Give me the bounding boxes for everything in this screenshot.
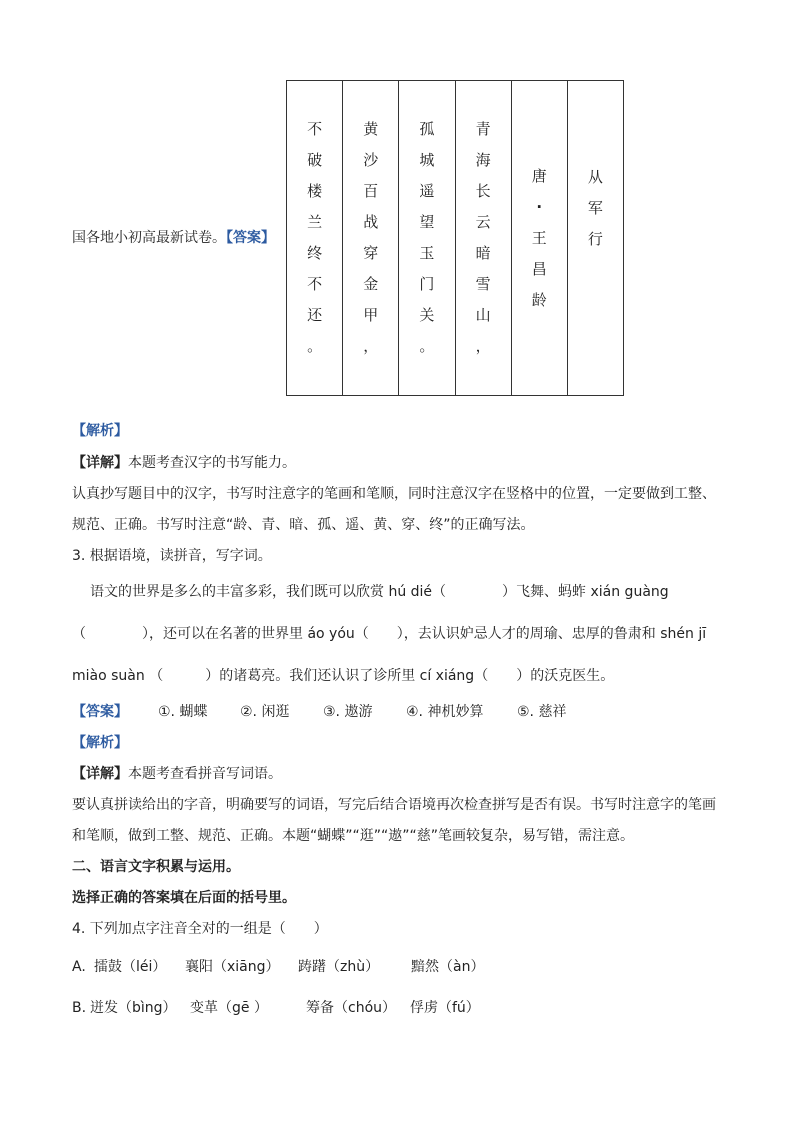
poem-column-author	[512, 81, 568, 395]
q3-answer-2: ②. 闲逛	[240, 704, 290, 720]
q2-detail-label: 【详解】	[72, 455, 128, 471]
q2-answer-tag: 【答案】	[226, 230, 275, 246]
poem-char: 山	[475, 306, 491, 324]
q3-paragraph-line-1: 要认真拼读给出的字音，明确要写的词语，写完后结合语境再次检查拼写是否有误。书写时注意字的笔画	[72, 797, 716, 813]
poem-char: 甲	[363, 306, 379, 324]
poem-char: 。	[419, 337, 435, 355]
poem-char: 海	[475, 151, 491, 169]
q4-option-a-item-2: 襄阳（xiāng）	[185, 959, 280, 975]
poem-char: 门	[419, 275, 435, 293]
q3-context-line-1: 语文的世界是多么的丰富多彩，我们既可以欣赏 hú dié（ ）飞舞、蚂蚱 xián guàng	[90, 584, 669, 600]
section-2-instruction: 选择正确的答案填在后面的括号里。	[72, 890, 296, 906]
poem-char: 雪	[475, 275, 491, 293]
q3-answer-tag: 【答案】	[72, 704, 128, 720]
poem-author-char: 王	[531, 228, 547, 247]
poem-char: 战	[363, 213, 379, 231]
poem-char: 青	[475, 120, 491, 138]
poem-char: ，	[475, 337, 491, 355]
poem-char: 不	[307, 275, 323, 293]
poem-char: 穿	[363, 244, 379, 262]
poem-char: ，	[363, 337, 379, 355]
q2-analysis-tag: 【解析】	[72, 423, 128, 439]
poem-char: 。	[307, 337, 323, 355]
poem-char: 终	[307, 244, 323, 262]
poem-char: 玉	[419, 244, 435, 262]
q3-detail-label: 【详解】	[72, 766, 128, 782]
poem-author-char: 昌	[531, 259, 547, 278]
q3-context-line-3: miào suàn （ ）的诸葛亮。我们还认识了诊所里 cí xiáng（ ）的沃克医生。	[72, 668, 615, 684]
q3-paragraph-line-2: 和笔顺，做到工整、规范、正确。本题“蝴蝶”“逛”“遨”“慈”笔画较复杂，易写错，需注意。	[72, 828, 635, 844]
poem-char: 暗	[475, 244, 491, 262]
poem-char: 百	[363, 182, 379, 200]
q3-detail-line	[72, 764, 282, 784]
poem-title-char: 行	[587, 229, 603, 248]
q4-option-b-item-3: 筹备（chóu）	[306, 1000, 397, 1016]
q3-answer-1: ①. 蝴蝶	[158, 704, 208, 720]
poem-char: 兰	[307, 213, 323, 231]
q2-prefix-text: 国各地小初高最新试卷。	[72, 230, 226, 246]
q2-paragraph-line-1: 认真抄写题目中的汉字，书写时注意字的笔画和笔顺，同时注意汉字在竖格中的位置，一定要做到工整、	[72, 486, 716, 502]
poem-char: 沙	[363, 151, 379, 169]
poem-author-char: 唐	[531, 166, 547, 185]
poem-title-char: 军	[587, 198, 603, 217]
q4-option-b-item-1: 迸发（bìng）	[90, 1000, 177, 1016]
q4-option-b-item-2: 变革（gē ）	[190, 1000, 268, 1016]
poem-char: 遥	[419, 182, 435, 200]
q4-option-a-item-3: 踌躇（zhù）	[298, 959, 380, 975]
q4-option-a-item-4: 黯然（àn）	[411, 959, 485, 975]
q2-detail-text: 本题考查汉字的书写能力。	[128, 455, 296, 471]
section-2-heading: 二、语言文字积累与运用。	[72, 859, 240, 875]
poem-author-dot: ·	[536, 197, 543, 216]
q3-detail-text: 本题考查看拼音写词语。	[128, 766, 282, 782]
q3-answer-4: ④. 神机妙算	[406, 704, 484, 720]
poem-char: 长	[475, 182, 491, 200]
q3-answer-5: ⑤. 慈祥	[517, 704, 567, 720]
poem-char: 孤	[419, 120, 435, 138]
q2-detail-line	[72, 453, 296, 473]
q4-option-b-label: B.	[72, 1000, 87, 1016]
poem-char: 关	[419, 306, 435, 324]
q3-answer-3: ③. 遨游	[323, 704, 373, 720]
poem-char: 破	[307, 151, 323, 169]
poem-title-char: 从	[587, 167, 603, 186]
poem-author-char: 龄	[531, 290, 547, 309]
q3-title: 3. 根据语境，读拼音，写字词。	[72, 548, 272, 564]
poem-char: 黄	[363, 120, 379, 138]
poem-char: 楼	[307, 182, 323, 200]
poem-column-4	[456, 81, 512, 395]
poem-char: 望	[419, 213, 435, 231]
poem-column-title	[568, 81, 623, 395]
q3-analysis-tag: 【解析】	[72, 735, 128, 751]
poem-char: 还	[307, 306, 323, 324]
q4-option-b-item-4: 俘虏（fú）	[410, 1000, 480, 1016]
q3-answer-row	[72, 702, 128, 722]
poem-column-3	[399, 81, 455, 395]
q3-context-line-2: （ ），还可以在名著的世界里 áo yóu（ ），去认识妒忌人才的周瑜、忠厚的鲁肃和 shén jī	[72, 626, 707, 642]
poem-column-1	[287, 81, 343, 395]
q2-prefix-line	[72, 228, 275, 248]
q4-option-a-label: A.	[72, 959, 86, 975]
poem-char: 不	[307, 120, 323, 138]
q4-option-a-item-1: 擂鼓（léi）	[94, 959, 167, 975]
poem-writing-grid	[286, 80, 624, 396]
poem-char: 金	[363, 275, 379, 293]
q2-paragraph-line-2: 规范、正确。书写时注意“龄、青、暗、孤、遥、黄、穿、终”的正确写法。	[72, 517, 535, 533]
poem-column-2	[343, 81, 399, 395]
q4-title: 4. 下列加点字注音全对的一组是（ ）	[72, 921, 328, 937]
poem-char: 云	[475, 213, 491, 231]
poem-char: 城	[419, 151, 435, 169]
